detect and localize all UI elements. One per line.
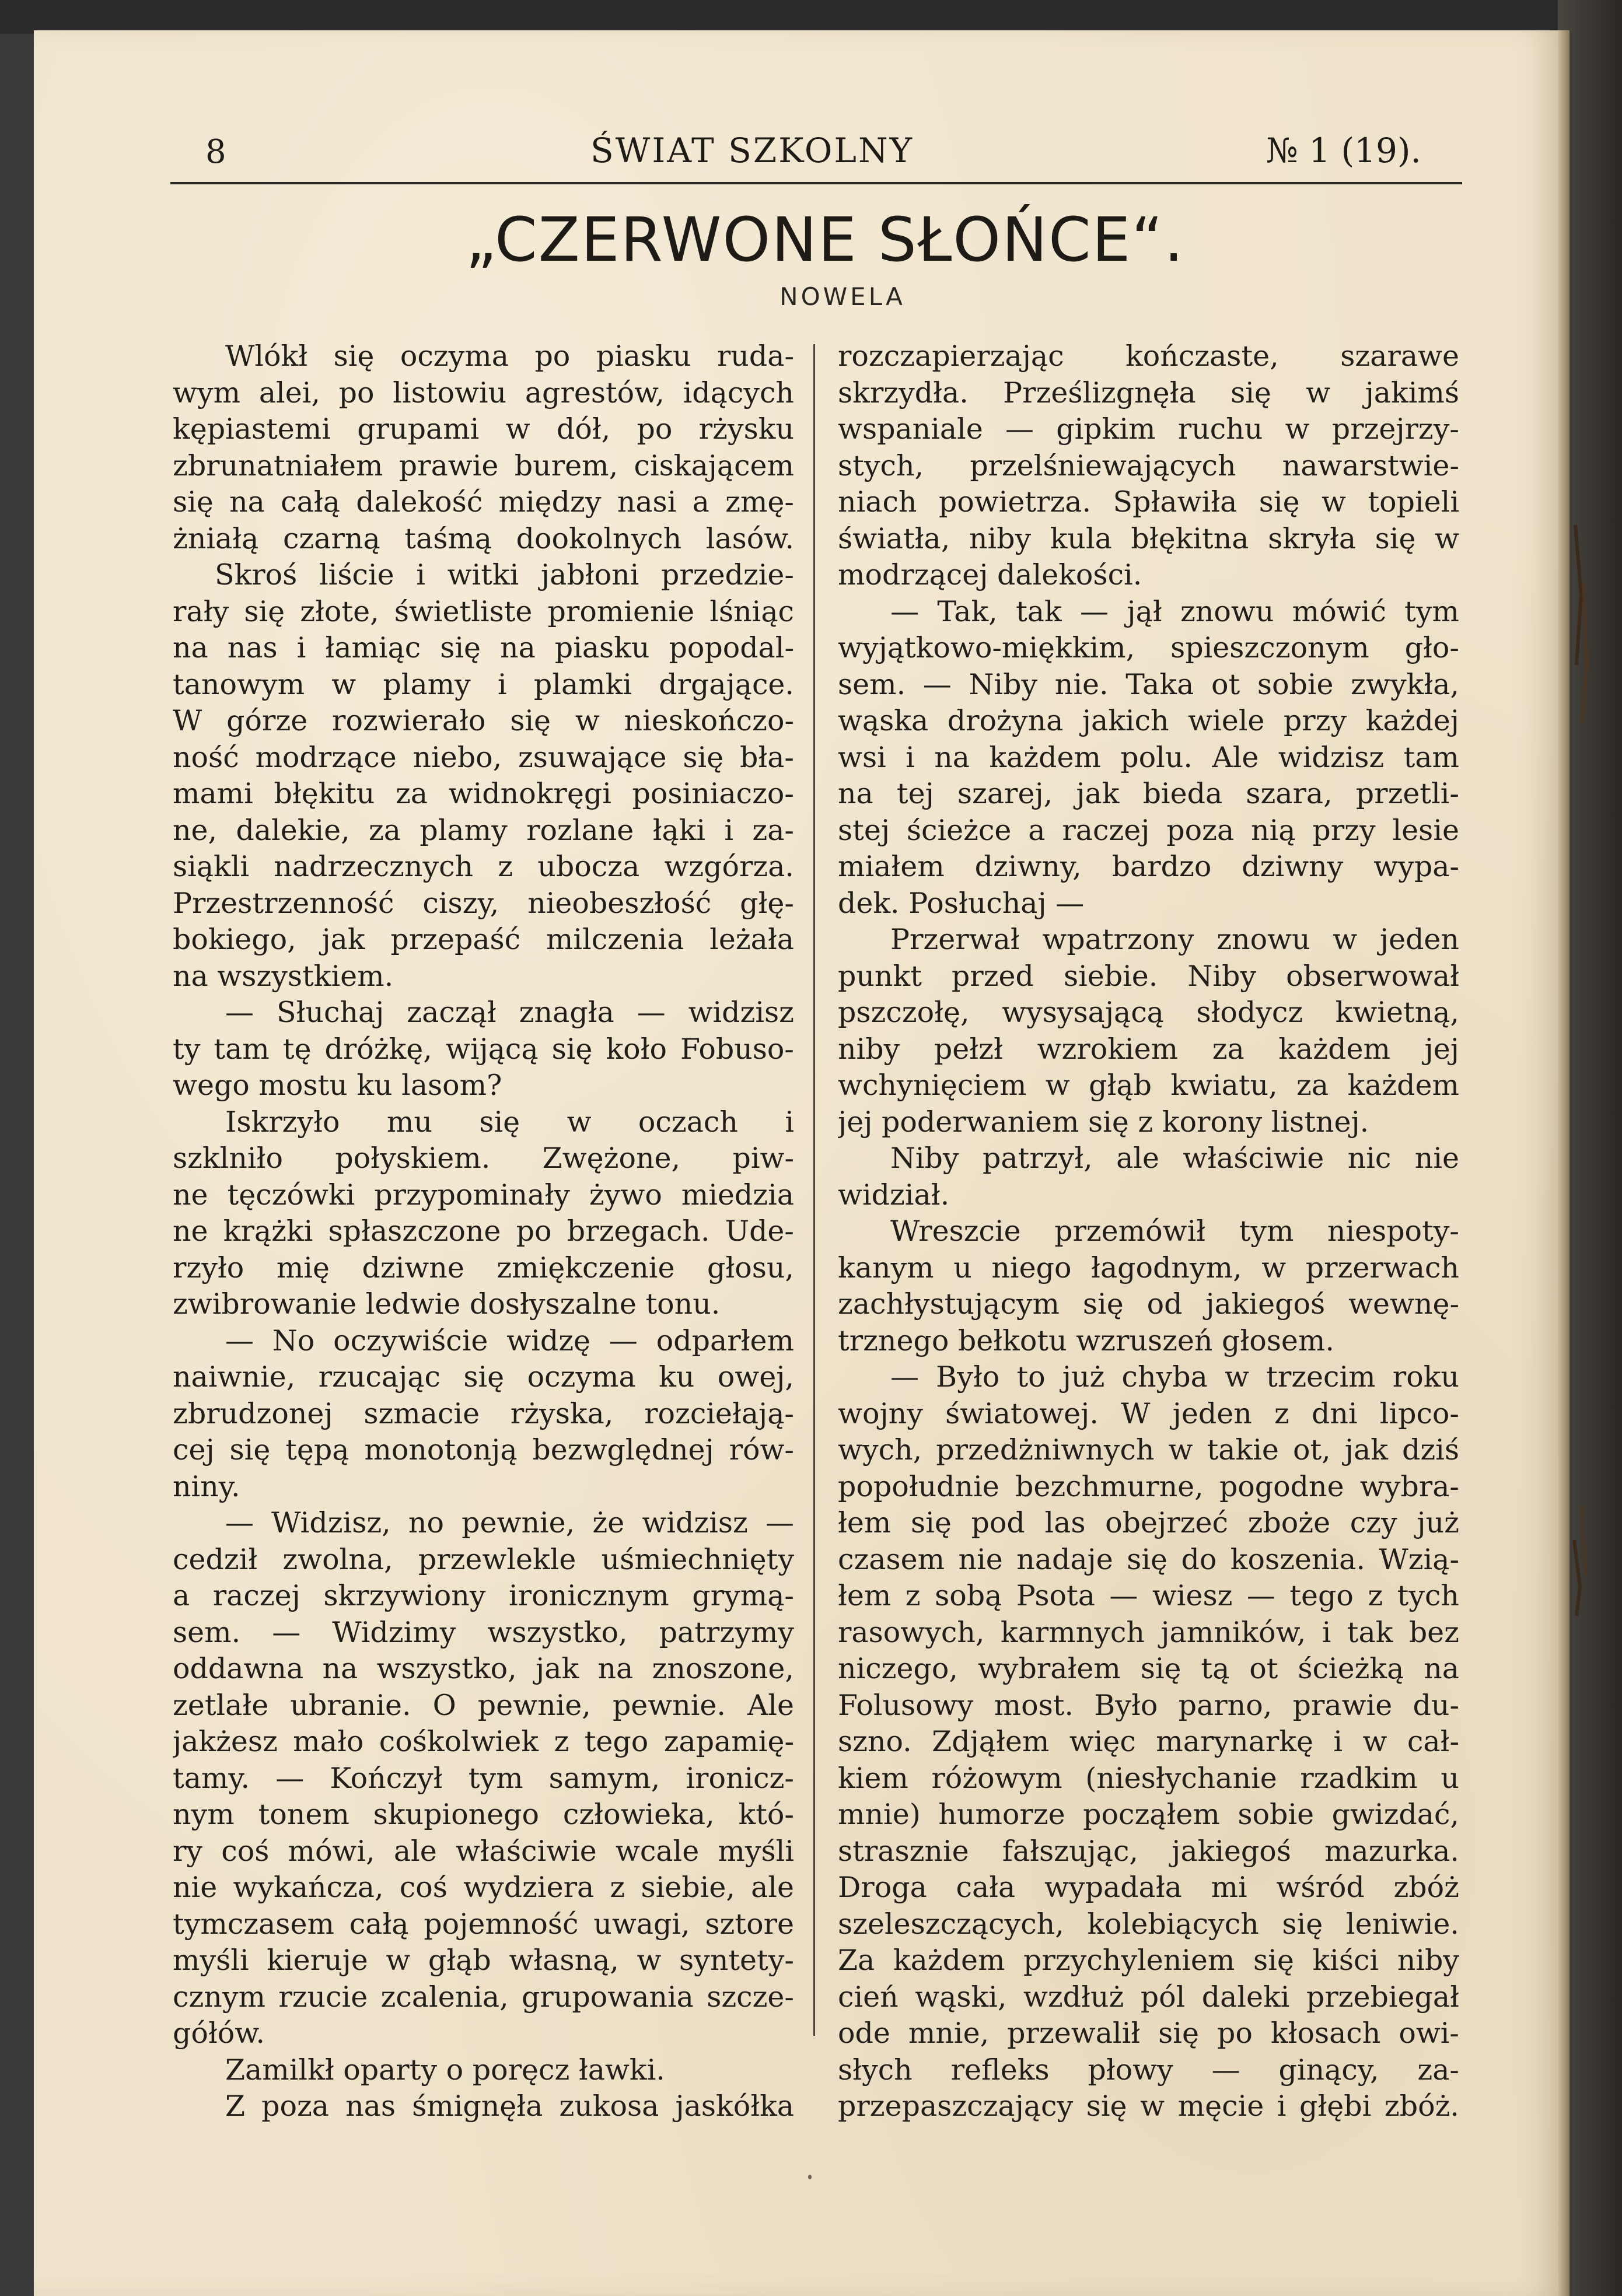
text-line: — Słuchaj zaczął znagła — widzisz: [225, 996, 794, 1029]
text-line: jej poderwaniem się z korony listnej.: [838, 1105, 1369, 1139]
text-line: — No oczywiście widzę — odparłem: [225, 1324, 794, 1357]
left-text-column: [173, 338, 794, 2125]
text-line: punkt przed siebie. Niby obserwował: [838, 959, 1459, 993]
text-line: rzyło mię dziwne zmiękczenie głosu,: [173, 1251, 794, 1284]
text-line: rozczapierzając kończaste, szarawe: [838, 340, 1459, 373]
text-line: modrzącej dalekości.: [838, 558, 1142, 592]
text-line: się na całą dalekość między nasi a zmę-: [173, 485, 794, 519]
text-line: pszczołę, wysysającą słodycz kwietną,: [838, 996, 1459, 1029]
text-line: cedził zwolna, przewlekle uśmiechnięty: [173, 1542, 794, 1576]
text-line: Za każdem przychyleniem się kiści niby: [838, 1944, 1459, 1977]
text-line: czasem nie nadaje się do koszenia. Wzią-: [838, 1542, 1459, 1576]
text-line: oddawna na wszystko, jak na znoszone,: [173, 1652, 794, 1685]
text-line: cej się tępą monotonją bezwględnej rów-: [173, 1433, 794, 1466]
text-line: niach powietrza. Spławiła się w topieli: [838, 485, 1459, 519]
text-line: szklniło połyskiem. Zwężone, piw-: [173, 1142, 794, 1175]
text-line: stej ścieżce a raczej poza nią przy lesie: [838, 813, 1459, 847]
text-line: dek. Posłuchaj —: [838, 886, 1085, 920]
article-title: „CZERWONE SŁOŃCE“.: [465, 204, 1185, 275]
running-header: [170, 117, 1462, 187]
text-line: zbrunatniałem prawie burem, ciskającem: [173, 449, 794, 482]
text-line: ne tęczówki przypominały żywo miedzia: [173, 1178, 794, 1212]
text-line: a raczej skrzywiony ironicznym grymą-: [173, 1579, 794, 1612]
text-line: myśli kieruje w głąb własną, w syntety-: [173, 1944, 794, 1977]
text-line: rasowych, karmnych jamników, i tak bez: [838, 1615, 1459, 1649]
text-line: nie wykańcza, coś wydziera z siebie, ale: [173, 1871, 794, 1904]
text-line: nym tonem skupionego człowieka, któ-: [173, 1798, 794, 1831]
text-line: trznego bełkotu wzruszeń głosem.: [838, 1324, 1334, 1357]
text-line: niczego, wybrałem się tą ot ścieżką na: [838, 1652, 1459, 1685]
text-line: widział.: [838, 1178, 950, 1212]
text-line: wąska drożyna jakich wiele przy każdej: [838, 704, 1459, 737]
text-line: popołudnie bezchmurne, pogodne wybra-: [838, 1469, 1459, 1503]
text-line: tamy. — Kończył tym samym, ironicz-: [173, 1761, 794, 1795]
text-line: kiem różowym (niesłychanie rzadkim u: [838, 1761, 1459, 1795]
issue-number: № 1 (19).: [1266, 131, 1421, 170]
text-line: na wszystkiem.: [173, 959, 394, 993]
text-line: skrzydła. Prześlizgnęła się w jakimś: [838, 376, 1459, 410]
text-line: Droga cała wypadała mi wśród zbóż: [838, 1871, 1459, 1904]
page-number: 8: [205, 133, 226, 171]
text-line: miałem dziwny, bardzo dziwny wypa-: [838, 850, 1459, 883]
text-line: na tej szarej, jak bieda szara, przetli-: [838, 777, 1459, 810]
text-line: Skroś liście i witki jabłoni przedzie-: [215, 558, 794, 592]
article-subtitle: NOWELA: [779, 282, 906, 311]
text-line: zbrudzonej szmacie rżyska, rozciełają-: [173, 1396, 794, 1430]
binding-thread-marks: [1564, 513, 1599, 1622]
text-line: ry coś mówi, ale właściwie wcale myśli: [173, 1834, 794, 1868]
text-line: naiwnie, rzucając się oczyma ku owej,: [173, 1360, 794, 1394]
text-line: stych, przelśniewających nawarstwie-: [838, 449, 1459, 482]
text-line: kanym u niego łagodnym, w przerwach: [838, 1251, 1459, 1284]
page-speck: [808, 2175, 812, 2179]
text-line: strasznie fałszując, jakiegoś mazurka.: [838, 1834, 1459, 1868]
text-line: bokiego, jak przepaść milczenia leżała: [173, 923, 794, 956]
text-line: zwibrowanie ledwie dosłyszalne tonu.: [173, 1287, 721, 1321]
text-line: na nas i łamiąc się na piasku popodal-: [173, 631, 794, 664]
right-text-column: [838, 338, 1459, 2125]
text-line: jakżesz mało cośkolwiek z tego zapamię-: [173, 1725, 794, 1758]
text-line: wego mostu ku lasom?: [173, 1069, 502, 1102]
text-line: zetlałe ubranie. O pewnie, pewnie. Ale: [173, 1688, 794, 1722]
text-line: Wreszcie przemówił tym niespoty-: [890, 1214, 1459, 1248]
text-line: wyjątkowo-miękkim, spieszczonym gło-: [838, 631, 1459, 664]
text-line: niby pełzł wzrokiem za każdem jej: [838, 1032, 1459, 1066]
journal-title: ŚWIAT SZKOLNY: [590, 131, 914, 170]
text-line: wspaniale — gipkim ruchu w przejrzy-: [838, 412, 1459, 446]
text-line: W górze rozwierało się w nieskończo-: [173, 704, 794, 737]
text-line: Przerwał wpatrzony znowu w jeden: [890, 923, 1459, 956]
text-line: ode mnie, przewalił się po kłosach owi-: [838, 2017, 1459, 2050]
text-line: Zamilkł oparty o poręcz ławki.: [225, 2053, 665, 2087]
text-line: wym alei, po listowiu agrestów, idących: [173, 376, 794, 410]
text-line: szeleszczących, kolebiących się leniwie.: [838, 1907, 1459, 1941]
text-line: niny.: [173, 1469, 240, 1503]
column-divider: [813, 344, 815, 2036]
text-line: ność modrzące niebo, zsuwające się bła-: [173, 740, 794, 774]
text-line: Z poza nas śmignęła zukosa jaskółka: [225, 2090, 794, 2123]
text-line: Wlókł się oczyma po piasku ruda-: [225, 340, 794, 373]
text-line: Niby patrzył, ale właściwie nic nie: [890, 1142, 1459, 1175]
text-line: kępiastemi grupami w dół, po rżysku: [173, 412, 794, 446]
text-line: tymczasem całą pojemność uwagi, sztore: [173, 1907, 794, 1941]
text-line: — Było to już chyba w trzecim roku: [890, 1360, 1459, 1394]
text-line: wchynięciem w głąb kwiatu, za każdem: [838, 1069, 1459, 1102]
text-line: światła, niby kula błękitna skryła się w: [838, 522, 1459, 555]
text-line: sem. — Niby nie. Taka ot sobie zwykła,: [838, 667, 1459, 701]
header-rule: [170, 182, 1462, 184]
text-line: słych refleks płowy — ginący, za-: [838, 2053, 1459, 2087]
text-line: łem się pod las obejrzeć zboże czy już: [838, 1506, 1459, 1539]
text-line: — Widzisz, no pewnie, że widzisz —: [225, 1506, 794, 1539]
text-line: gółów.: [173, 2017, 265, 2050]
text-line: sem. — Widzimy wszystko, patrzymy: [173, 1615, 794, 1649]
text-line: siąkli nadrzecznych z ubocza wzgórza.: [173, 850, 794, 883]
text-line: łem z sobą Psota — wiesz — tego z tych: [838, 1579, 1459, 1612]
text-line: — Tak, tak — jął znowu mówić tym: [890, 594, 1459, 628]
scan-background-top: [0, 0, 1622, 34]
text-line: żniałą czarną taśmą dookolnych lasów.: [173, 522, 794, 555]
text-line: wojny światowej. W jeden z dni lipco-: [838, 1396, 1459, 1430]
text-line: wsi i na każdem polu. Ale widzisz tam: [838, 740, 1459, 774]
text-line: ne, dalekie, za plamy rozlane łąki i za-: [173, 813, 794, 847]
text-line: cznym rzucie zcalenia, grupowania szcze-: [173, 1980, 794, 2014]
text-line: zachłystującym się od jakiegoś wewnę-: [838, 1287, 1459, 1321]
text-line: rały się złote, świetliste promienie lśniąc: [173, 594, 794, 628]
text-line: Przestrzenność ciszy, nieobeszłość głę-: [173, 886, 794, 920]
text-line: przepaszczający się w męcie i głębi zbóż.: [838, 2090, 1459, 2123]
text-line: szno. Zdjąłem więc marynarkę i w cał-: [838, 1725, 1459, 1758]
text-line: tanowym w plamy i plamki drgające.: [173, 667, 794, 701]
text-line: wych, przedżniwnych w takie ot, jak dziś: [838, 1433, 1459, 1466]
text-line: ty tam tę dróżkę, wijącą się koło Fobuso-: [173, 1032, 794, 1066]
text-line: cień wąski, wzdłuż pól daleki przebiegał: [838, 1980, 1459, 2014]
text-line: ne krążki spłaszczone po brzegach. Ude-: [173, 1214, 794, 1248]
text-line: mami błękitu za widnokręgi posiniaczo-: [173, 777, 794, 810]
text-line: Folusowy most. Było parno, prawie du-: [838, 1688, 1459, 1722]
text-line: mnie) humorze począłem sobie gwizdać,: [838, 1798, 1459, 1831]
text-line: Iskrzyło mu się w oczach i: [225, 1105, 794, 1139]
